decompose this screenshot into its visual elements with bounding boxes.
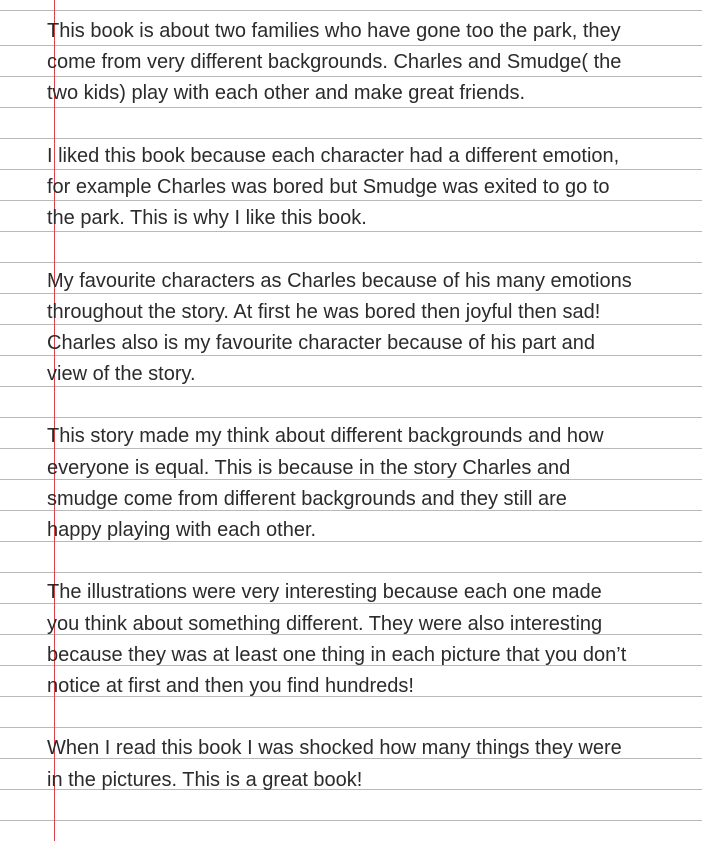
text-line: When I read this book I was shocked how many things they were — [47, 737, 622, 760]
paragraph-illustrations — [47, 577, 697, 702]
text-line: My favourite characters as Charles because of his many emotions — [47, 269, 632, 292]
text-line: happy playing with each other. — [47, 519, 317, 541]
text-line: for example Charles was bored but Smudge was exited to go to — [47, 175, 610, 198]
text-line: smudge come from different backgrounds and they still are — [47, 487, 567, 510]
text-line: everyone is equal. This is because in the story Charles and — [47, 456, 571, 479]
text-line: This story made my think about different backgrounds and how — [47, 425, 604, 448]
text-line: notice at first and then you find hundreds! — [47, 674, 414, 697]
book-review-text — [47, 16, 697, 827]
text-line: The illustrations were very interesting because each one made — [47, 581, 602, 604]
paragraph-conclusion — [47, 733, 697, 795]
text-line: the park. This is why I like this book. — [47, 207, 367, 230]
paragraph-summary — [47, 16, 697, 110]
text-line: because they was at least one thing in each picture that you don’t — [47, 643, 627, 666]
text-line: throughout the story. At first he was bored then joyful then sad! — [47, 300, 601, 323]
paragraph-favourite-character — [47, 266, 697, 391]
text-line: Charles also is my favourite character because of his part and — [47, 331, 596, 354]
text-line: come from very different backgrounds. Charles and Smudge( the — [47, 51, 622, 74]
paragraph-why-liked — [47, 141, 697, 235]
text-line: two kids) play with each other and make great friends. — [47, 82, 526, 105]
text-line: you think about something different. They were also interesting — [47, 612, 603, 635]
paragraph-made-me-think — [47, 421, 697, 546]
text-line: This book is about two families who have gone too the park, they — [47, 20, 621, 42]
text-line: in the pictures. This is a great book! — [47, 768, 363, 791]
text-line: I liked this book because each character had a different emotion, — [47, 144, 620, 167]
text-line: view of the story. — [47, 363, 196, 386]
